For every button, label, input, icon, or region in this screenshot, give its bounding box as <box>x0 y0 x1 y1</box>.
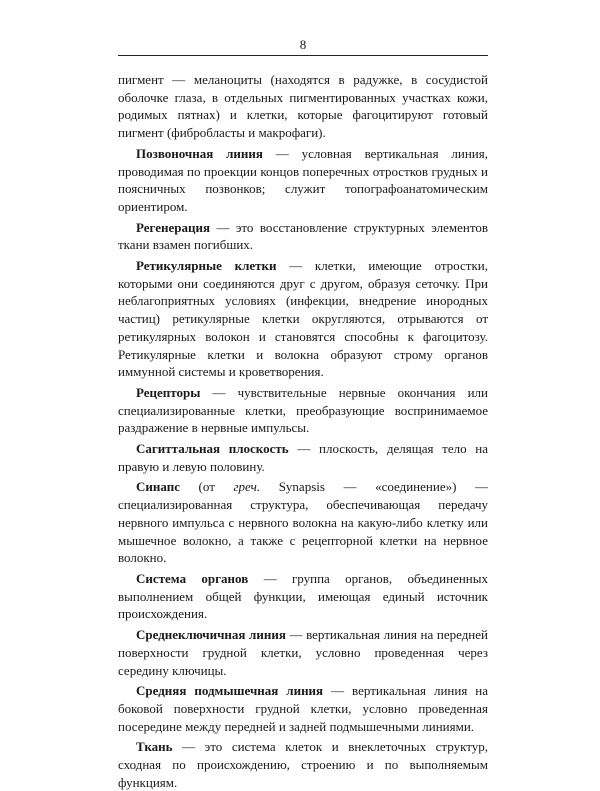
glossary-definition: — вертикальная линия на боковой поверхности грудной клетки, условно проведенная посередине между передней и задней подмышечными линиями. <box>118 683 489 734</box>
glossary-term: Ретикулярные клетки <box>136 258 277 274</box>
glossary-definition: — вертикальная линия на передней поверхности грудной клетки, условно проведенная через середину ключицы. <box>118 627 488 678</box>
glossary-entry <box>118 257 488 381</box>
glossary-definition: — это система клеток и внеклеточных структур, сходная по происхождению, строению и по выполняемым функциям. <box>118 739 488 790</box>
glossary-term: Ткань <box>136 739 173 755</box>
glossary-term: Рецепторы <box>136 384 201 400</box>
glossary-term: Регенерация <box>136 219 211 235</box>
glossary-entry <box>118 384 488 437</box>
glossary-definition: — это восстановление структурных элементов ткани взамен погибших. <box>118 219 488 253</box>
header-rule <box>118 55 488 56</box>
page-header <box>118 36 488 54</box>
glossary-term: Система органов <box>136 570 249 586</box>
glossary-entry <box>118 219 488 254</box>
glossary-entry <box>118 145 488 216</box>
glossary-entry <box>118 570 488 623</box>
glossary-entry <box>118 478 488 567</box>
glossary-entry <box>118 738 488 791</box>
glossary-term: Средняя подмышечная линия <box>136 683 324 699</box>
glossary-definition: — группа органов, объединенных выполнением общей функции, имеющая единый источник происхождения. <box>118 570 489 622</box>
glossary-entry <box>118 440 488 475</box>
glossary-definition: — специализированная структура, обеспечивающая передачу нервного импульса с нервного волокна на какую-либо клетку или мышечное волокно, а также с рецепторной клетки на нервное волокно. <box>118 479 489 566</box>
etymology-language: греч. <box>233 479 261 495</box>
intro-paragraph: пигмент — меланоциты (находятся в радужке, в сосудистой оболочке глаза, в отдельных пигментированных участках кожи, родимых пятнах) и клетки, которые фагоцитируют готовый пигмент (фибробласты и макрофаги). <box>118 72 488 141</box>
glossary-entry <box>118 682 488 735</box>
glossary-term: Среднеключичная линия <box>136 627 286 643</box>
glossary-definition: — клетки, имеющие отростки, которыми они соединяются друг с другом, образуя сеточку. При неблагоприятных условиях (инфекции, внедрение инородных частиц) ретикулярные клетки округляются, отрываются от ретикулярных волокон и становятся способны к фагоцитозу. Ретикулярные клетки и волокна образуют строму органов иммунной системы и кроветворения. <box>118 258 488 380</box>
glossary-entry <box>118 626 488 679</box>
glossary-definition: — условная вертикальная линия, проводимая по проекции концов поперечных отростков грудных и поясничных позвонков; служит топографоанатомическим ориентиром. <box>118 145 488 214</box>
glossary-term: Синапс <box>136 479 180 495</box>
glossary-term: Позвоночная линия <box>136 145 263 161</box>
etymology-word: Synapsis — «соединение») <box>260 479 457 495</box>
glossary-term: Сагиттальная плоскость <box>136 441 289 457</box>
glossary-definition: — чувствительные нервные окончания или специализированные клетки, преобразующие воспринимаемое раздражение в нервные импульсы. <box>118 384 488 436</box>
glossary-definition: — плоскость, делящая тело на правую и левую половину. <box>118 441 488 474</box>
etymology-open: (от <box>179 479 234 495</box>
page-body <box>118 71 488 791</box>
page-number: 8 <box>299 37 307 52</box>
